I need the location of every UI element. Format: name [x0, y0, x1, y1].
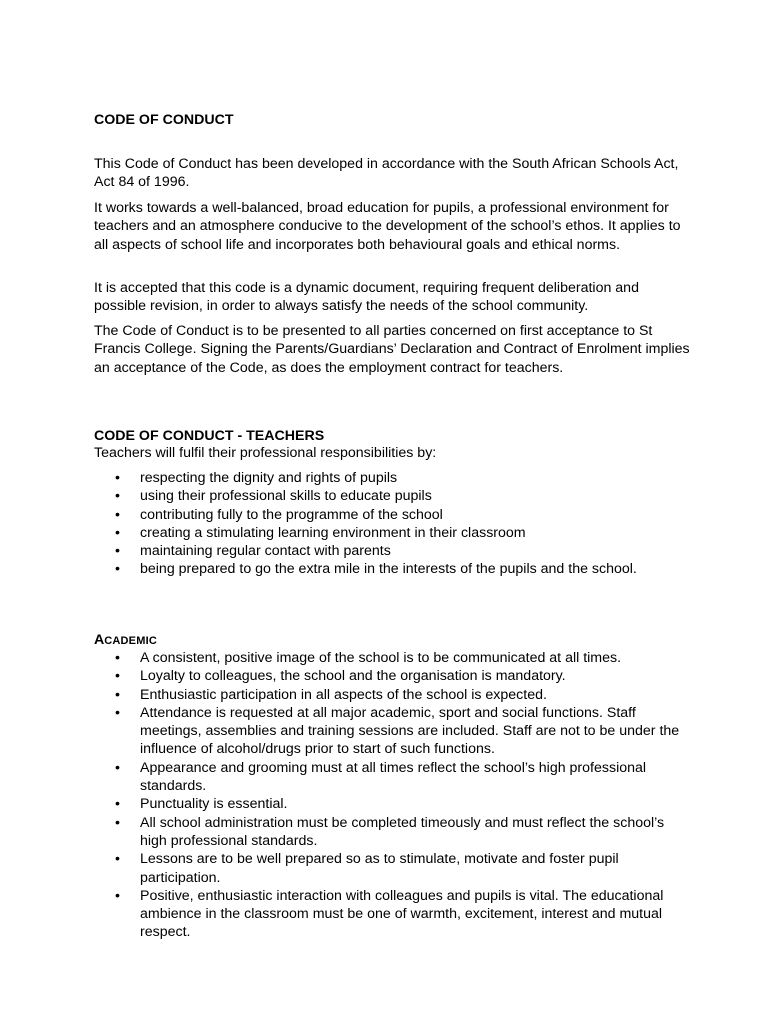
bullet-icon: •: [115, 470, 120, 486]
list-item: [94, 524, 694, 542]
list-item: [94, 814, 694, 851]
academic-list: [94, 649, 694, 942]
list-item: [94, 704, 694, 759]
list-item-text: respecting the dignity and rights of pupils: [140, 470, 398, 486]
document-title: CODE OF CONDUCT: [94, 112, 234, 128]
list-item: [94, 560, 694, 578]
bullet-icon: •: [115, 851, 120, 868]
list-item-text: contributing fully to the programme of the school: [140, 506, 443, 523]
bullet-icon: •: [115, 524, 120, 541]
bullet-icon: •: [115, 488, 120, 505]
bullet-icon: •: [115, 668, 120, 685]
bullet-icon: •: [115, 561, 120, 578]
list-item-text: All school administration must be completed timeously and must reflect the school’s high professional standards.: [140, 814, 665, 849]
teachers-intro: Teachers will fulfil their professional responsibilities by:: [94, 445, 437, 461]
bullet-icon: •: [115, 887, 120, 904]
list-item: [94, 469, 694, 487]
paragraph-presentation: The Code of Conduct is to be presented to all parties concerned on first acceptance to St Francis College. Signing the Parents/Guardians’ Declaration and Contract of Enrolment implies an acceptance of the Code, as does the employment contract for teachers.: [94, 323, 690, 376]
paragraph-balanced-education: It works towards a well-balanced, broad education for pupils, a professional environment for teachers and an atmosphere conducive to the development of the school’s ethos. It applies to all aspects of school life and incorporates both behavioural goals and ethical norms.: [94, 200, 681, 253]
list-item-text: Loyalty to colleagues, the school and the organisation is mandatory.: [140, 668, 566, 685]
list-item-text: Enthusiastic participation in all aspects of the school is expected.: [140, 686, 547, 703]
bullet-icon: •: [115, 543, 120, 560]
list-item-text: Lessons are to be well prepared so as to stimulate, motivate and foster pupil participation.: [140, 851, 619, 886]
teachers-heading: CODE OF CONDUCT - TEACHERS: [94, 428, 325, 444]
bullet-icon: •: [115, 814, 120, 831]
bullet-icon: •: [115, 796, 120, 813]
academic-heading: [94, 630, 157, 650]
list-item-text: maintaining regular contact with parents: [140, 543, 391, 560]
list-item: [94, 759, 694, 796]
list-item-text: Appearance and grooming must at all times reflect the school’s high professional standards.: [140, 759, 647, 795]
list-item-text: using their professional skills to educate pupils: [140, 488, 432, 505]
list-item-text: Punctuality is essential.: [140, 796, 288, 813]
academic-heading-rest: CADEMIC: [104, 635, 157, 647]
list-item: [94, 850, 694, 887]
bullet-icon: •: [115, 759, 120, 776]
list-item-text: Attendance is requested at all major academic, sport and social functions. Staff meetings, assemblies and training sessions are included. Staff are not to be under the influence of alcohol/drugs prior to start of such functions.: [140, 704, 680, 758]
academic-heading-initial: A: [94, 632, 105, 648]
bullet-icon: •: [115, 686, 120, 703]
paragraph-dynamic-document: It is accepted that this code is a dynamic document, requiring frequent deliberation and possible revision, in order to always satisfy the needs of the school community.: [94, 280, 639, 315]
list-item: [94, 887, 694, 942]
list-item: [94, 649, 694, 667]
list-item-text: A consistent, positive image of the school is to be communicated at all times.: [140, 650, 622, 666]
teachers-list: [94, 469, 694, 579]
list-item: [94, 542, 694, 560]
list-item: [94, 686, 694, 704]
list-item-text: being prepared to go the extra mile in the interests of the pupils and the school.: [140, 561, 637, 578]
list-item-text: Positive, enthusiastic interaction with colleagues and pupils is vital. The educational ambience in the classroom must be one of warmth, excitement, interest and mutual respect.: [140, 887, 664, 941]
bullet-icon: •: [115, 704, 120, 721]
bullet-icon: •: [115, 650, 120, 666]
bullet-icon: •: [115, 506, 120, 523]
list-item-text: creating a stimulating learning environment in their classroom: [140, 524, 526, 541]
list-item: [94, 506, 694, 524]
list-item: [94, 487, 694, 505]
list-item: [94, 795, 694, 813]
paragraph-schools-act: This Code of Conduct has been developed in accordance with the South African Schools Act, Act 84 of 1996.: [94, 156, 679, 191]
list-item: [94, 667, 694, 685]
